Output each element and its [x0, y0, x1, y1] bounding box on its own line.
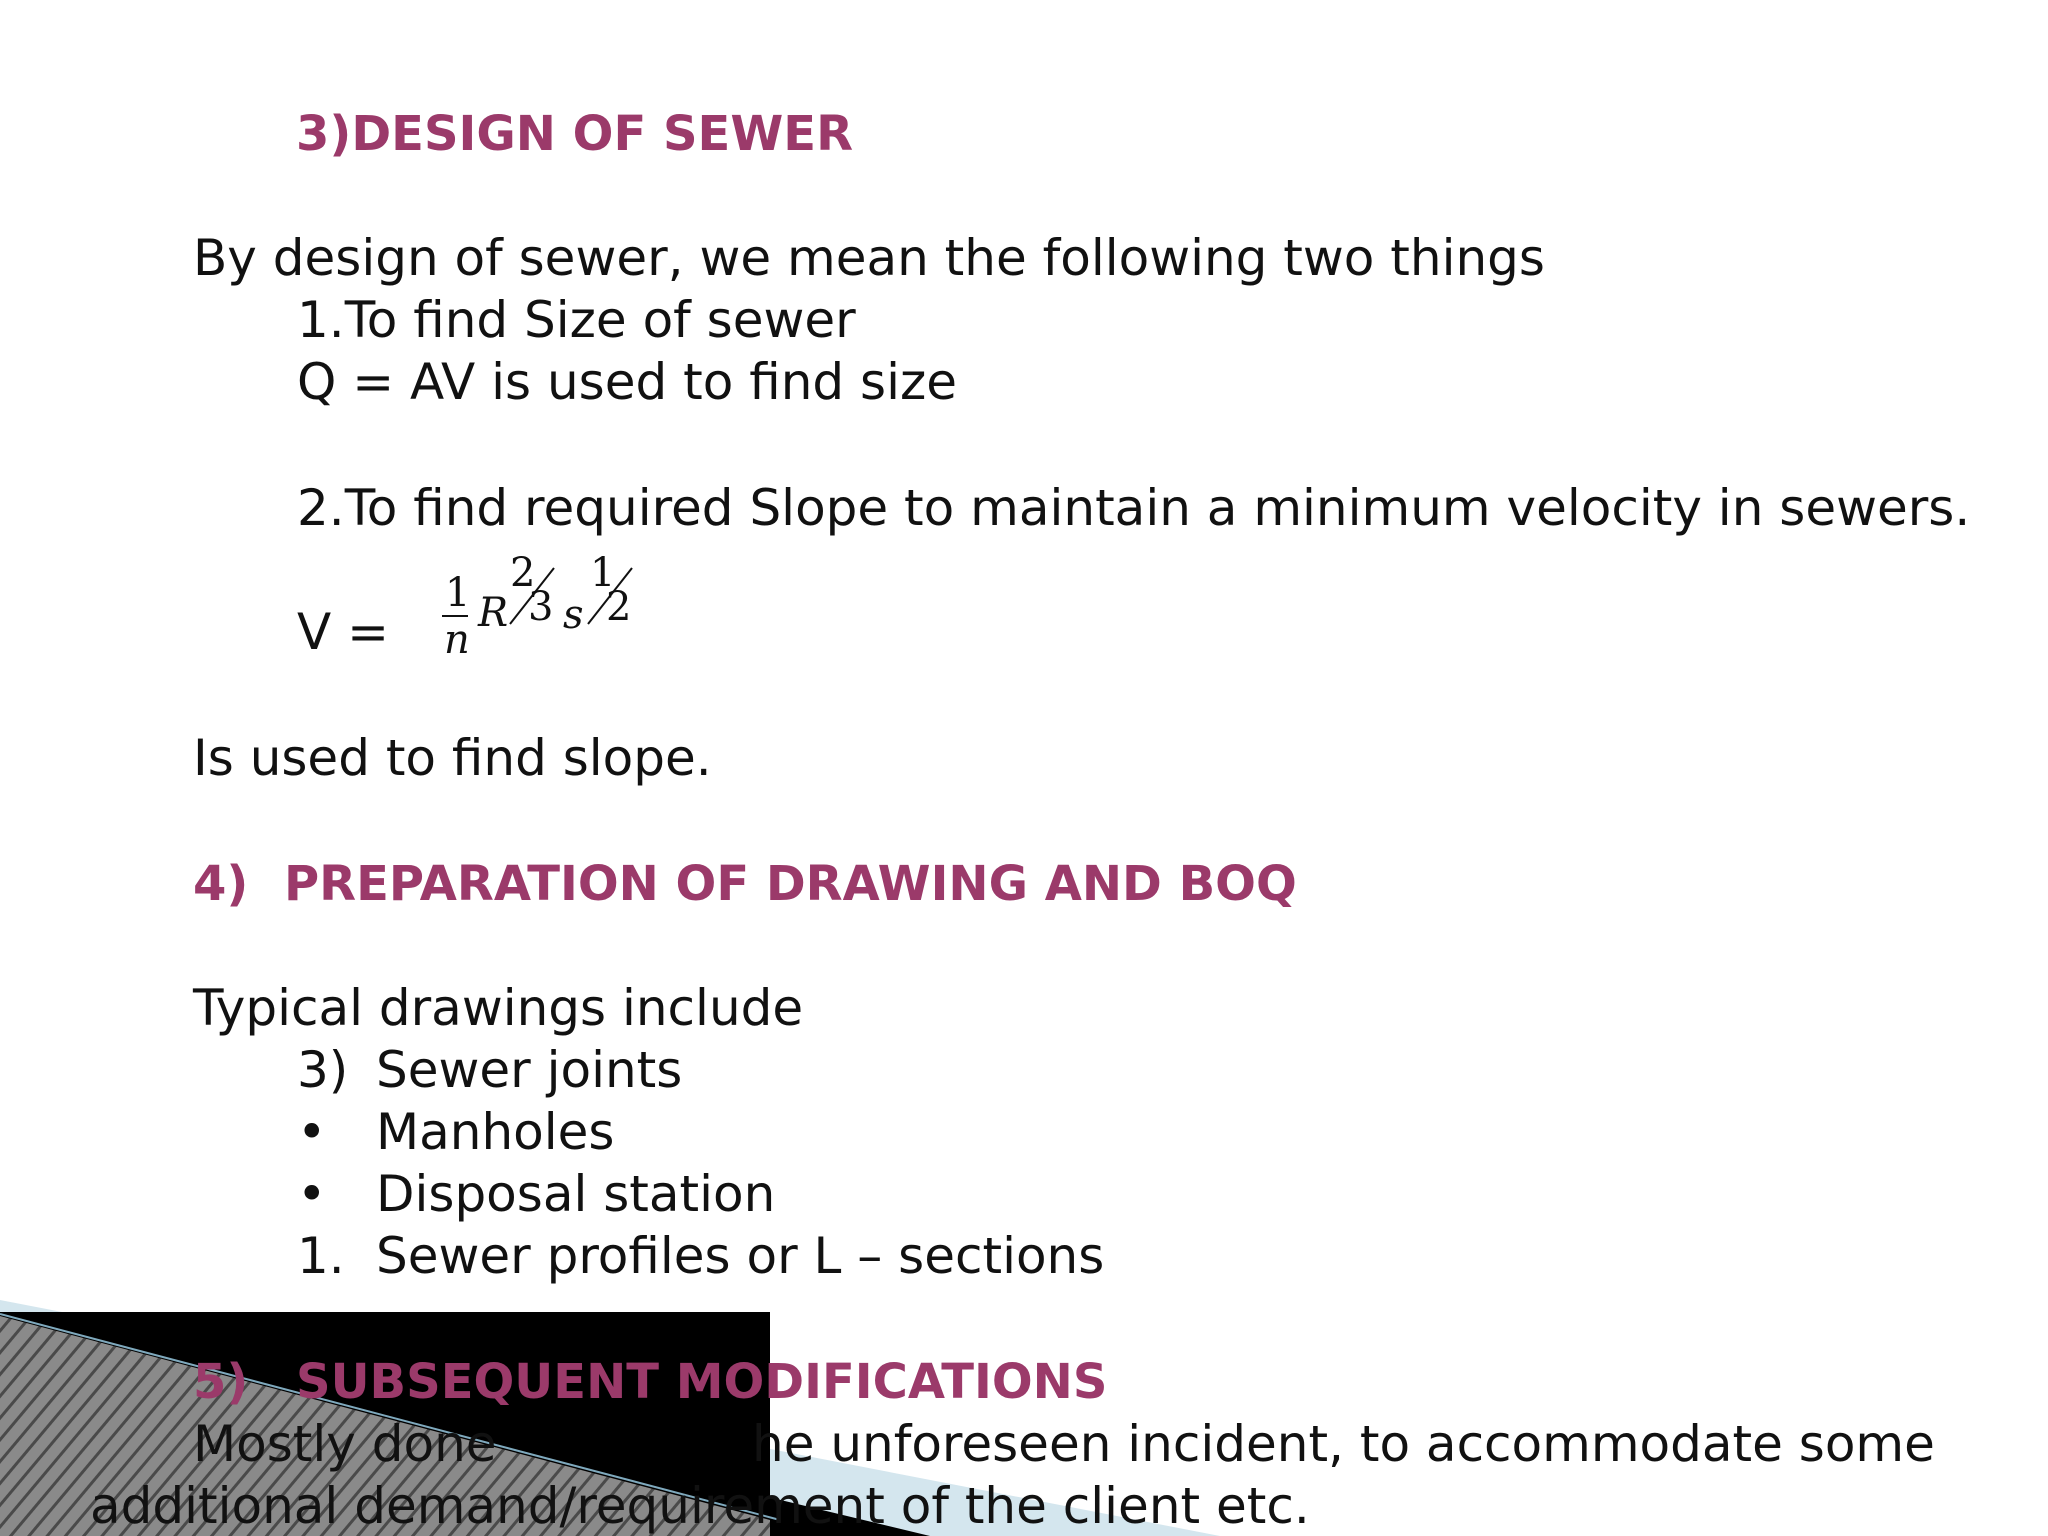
formula-r: R	[478, 590, 509, 636]
formula-r-exp-num: 2	[510, 556, 536, 596]
list-item: Sewer profiles or L – sections	[376, 1227, 1105, 1285]
section3-item2: 2.To find required Slope to maintain a minimum velocity in sewers.	[297, 479, 1971, 537]
section4-number: 4)	[193, 856, 249, 912]
section5-line1-start: Mostly done	[193, 1415, 497, 1473]
formula-s-exp-den: 2	[606, 584, 632, 630]
section3-heading: 3)DESIGN OF SEWER	[296, 106, 854, 162]
formula-one: 1	[445, 570, 471, 616]
list-item-marker: •	[297, 1165, 327, 1223]
list-item-marker: 3)	[297, 1041, 349, 1099]
list-item: Sewer joints	[376, 1041, 683, 1099]
list-item: Manholes	[376, 1103, 615, 1161]
formula-label: V =	[297, 603, 389, 661]
formula-s: s	[563, 592, 584, 638]
section4-heading: PREPARATION OF DRAWING AND BOQ	[284, 856, 1297, 912]
list-item: Disposal station	[376, 1165, 776, 1223]
list-item-marker: 1.	[297, 1227, 345, 1285]
list-item-marker: •	[297, 1103, 327, 1161]
formula-s-exp-num: 1	[590, 556, 616, 596]
section5-line2: additional demand/requirement of the client etc.	[90, 1477, 1310, 1535]
section3-intro: By design of sewer, we mean the following two things	[193, 229, 1545, 287]
section5-number: 5)	[193, 1354, 249, 1410]
section4-intro: Typical drawings include	[193, 979, 804, 1037]
section5-line1-end: he unforeseen incident, to accommodate some	[752, 1415, 1935, 1473]
section3-item1: 1.To find Size of sewer	[297, 291, 856, 349]
formula-r-exp-den: 3	[528, 584, 554, 630]
formula-n: n	[444, 617, 470, 663]
section5-heading: SUBSEQUENT MODIFICATIONS	[296, 1354, 1108, 1410]
section3-item1-detail: Q = AV is used to find size	[297, 353, 957, 411]
formula-caption: Is used to find slope.	[193, 729, 712, 787]
manning-formula	[428, 556, 648, 676]
